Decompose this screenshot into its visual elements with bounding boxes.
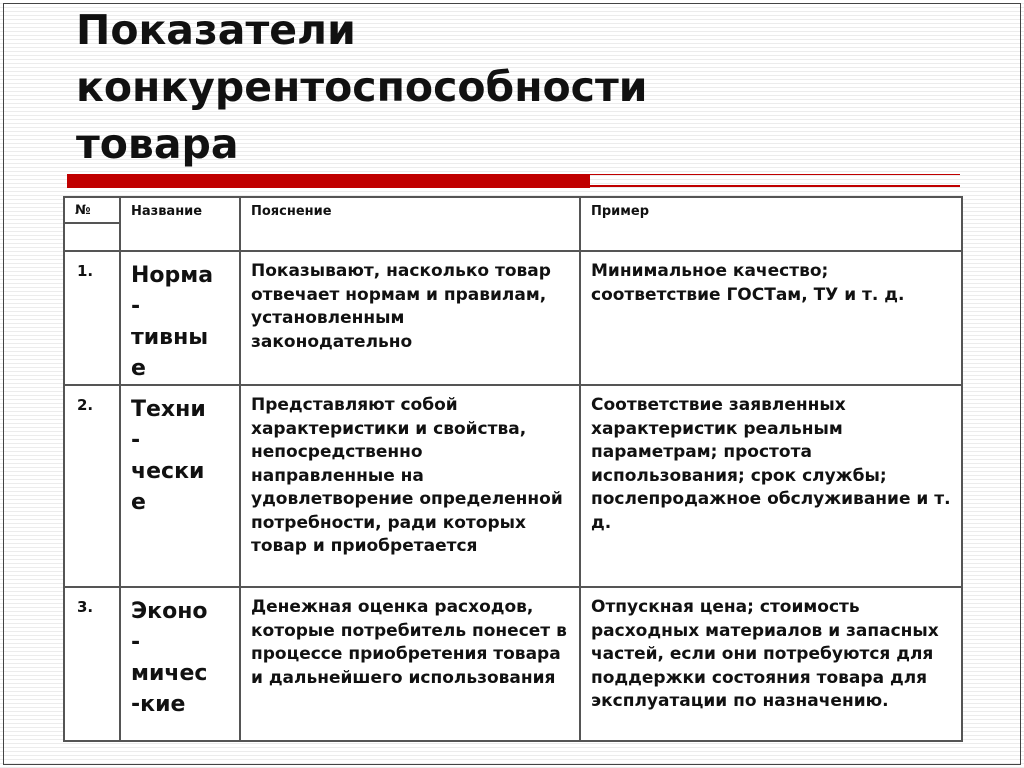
row-example: Соответствие заявленных характеристик реальным параметрам; простота использования; срок службы; послепродажное обслуживание и т. д. [580, 385, 962, 587]
row-example: Отпускная цена; стоимость расходных материалов и запасных частей, если они потребуются для поддержки состояния товара для эксплуатации по назначению. [580, 587, 962, 741]
header-number: № [65, 198, 119, 224]
table-row [64, 587, 962, 741]
accent-bar-thin [590, 185, 960, 187]
row-name-line: Норма [131, 263, 214, 288]
row-example: Минимальное качество; соответствие ГОСТам, ТУ и т. д. [580, 251, 962, 385]
row-explanation: Представляют собой характеристики и свойства, непосредственно направленные на удовлетворение определенной потребности, ради которых товар и приобретается [240, 385, 580, 587]
header-explanation: Пояснение [240, 197, 580, 251]
row-name-line: Эконо [131, 599, 208, 624]
title-line-1: Показатели [76, 6, 356, 54]
header-name: Название [120, 197, 240, 251]
header-example: Пример [580, 197, 962, 251]
row-name-line: - [131, 630, 141, 655]
row-name [120, 385, 240, 587]
row-name [120, 251, 240, 385]
title-line-3: товара [76, 120, 239, 168]
row-name-line: - [131, 294, 141, 319]
table-row [64, 385, 962, 587]
row-number: 3. [64, 587, 120, 741]
row-name-line: чески [131, 459, 205, 484]
title-line-2: конкурентоспособности [76, 63, 648, 111]
row-name [120, 587, 240, 741]
table-row [64, 251, 962, 385]
slide-title [76, 2, 976, 173]
row-number: 2. [64, 385, 120, 587]
row-name-line: е [131, 490, 146, 515]
row-number: 1. [64, 251, 120, 385]
row-name-line: -кие [131, 692, 186, 717]
accent-bar [67, 174, 590, 188]
row-name-line: Техни [131, 397, 206, 422]
row-name-line: мичес [131, 661, 208, 686]
row-explanation: Показывают, насколько товар отвечает нормам и правилам, установленным законодательно [240, 251, 580, 385]
table-header-row [64, 197, 962, 251]
row-name-line: е [131, 356, 146, 381]
header-number-cell [64, 197, 120, 251]
competitiveness-table [63, 196, 963, 742]
row-name-line: - [131, 428, 141, 453]
row-explanation: Денежная оценка расходов, которые потребитель понесет в процессе приобретения товара и дальнейшего использования [240, 587, 580, 741]
row-name-line: тивны [131, 325, 209, 350]
